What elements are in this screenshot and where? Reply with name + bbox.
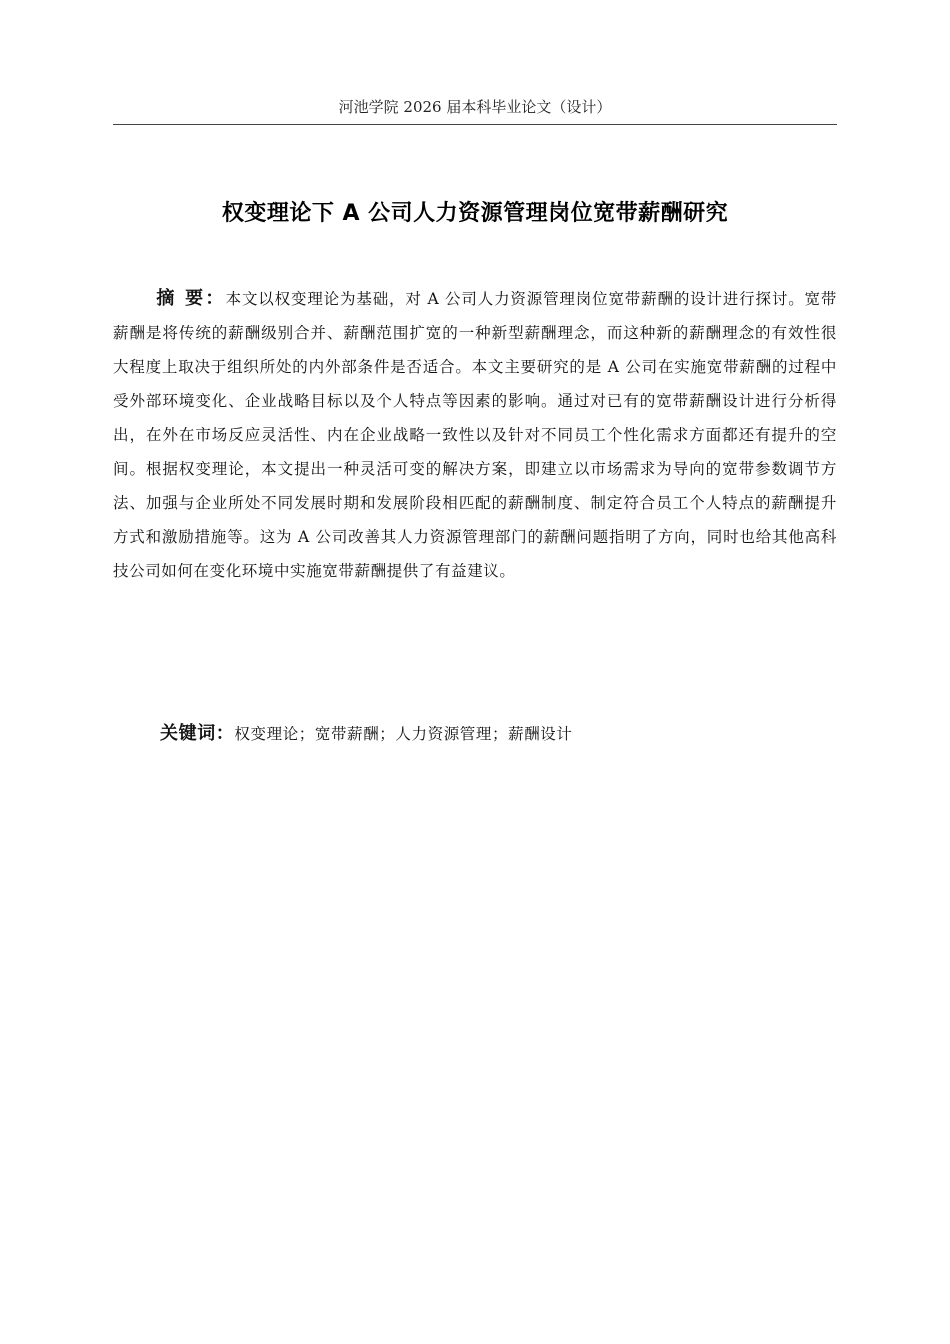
keywords-line [160,719,837,749]
abstract-body: 本文以权变理论为基础，对 A 公司人力资源管理岗位宽带薪酬的设计进行探讨。宽带薪酬是将传统的薪酬级别合并、薪酬范围扩宽的一种新型薪酬理念，而这种新的薪酬理念的有效性很大程度上取决于组织所处的内外部条件是否适合。本文主要研究的是 A 公司在实施宽带薪酬的过程中受外部环境变化、企业战略目标以及个人特点等因素的影响。通过对已有的宽带薪酬设计进行分析得出，在外在市场反应灵活性、内在企业战略一致性以及针对不同员工个性化需求方面都还有提升的空间。根据权变理论，本文提出一种灵活可变的解决方案，即建立以市场需求为导向的宽带参数调节方法、加强与企业所处不同发展时期和发展阶段相匹配的薪酬制度、制定符合员工个人特点的薪酬提升方式和激励措施等。这为 A 公司改善其人力资源管理部门的薪酬问题指明了方向，同时也给其他高科技公司如何在变化环境中实施宽带薪酬提供了有益建议。 [113,290,837,580]
keywords-label: 关键词： [160,723,235,744]
paper-title: 权变理论下 A 公司人力资源管理岗位宽带薪酬研究 [221,201,729,226]
running-header: 河池学院 2026 届本科毕业论文（设计） [338,98,612,116]
abstract-paragraph [113,282,837,588]
keywords-list: 权变理论；宽带薪酬；人力资源管理；薪酬设计 [234,725,573,743]
abstract-label: 摘 要： [156,288,226,309]
header-divider [113,124,837,125]
